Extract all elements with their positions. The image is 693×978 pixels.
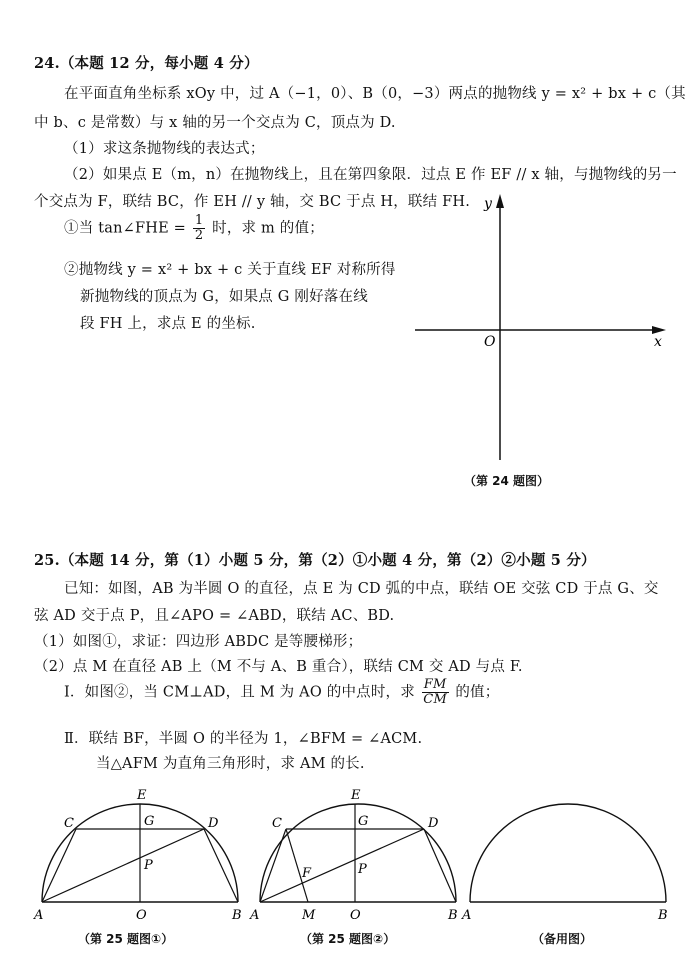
q25-line2: 弦 AD 交于点 P，且∠APO = ∠ABD，联结 AC、BD. — [34, 608, 395, 624]
fig2-chord-AC — [260, 829, 286, 902]
fig2-chord-AD — [260, 829, 424, 902]
fig1-label-D: D — [208, 816, 219, 831]
q25-sub1-denominator: CM — [423, 692, 447, 707]
fig2-label-O: O — [350, 908, 361, 923]
q24-x-arrow — [652, 326, 666, 334]
q25-part1: （1）如图①，求证：四边形 ABDC 是等腰梯形； — [34, 634, 363, 650]
q25-sub1-fraction — [422, 678, 449, 707]
q24-origin-label: O — [484, 334, 496, 350]
fig3-semicircle — [470, 804, 666, 902]
fig1-label-A: A — [34, 908, 44, 923]
q25-spare-figure — [458, 785, 678, 925]
q25-header: 25.（本题 14 分，第（1）小题 5 分，第（2）①小题 4 分，第（2）②小题 5 分） — [34, 552, 596, 569]
q24-y-arrow — [496, 194, 504, 208]
q25-sub2-line1: Ⅱ．联结 BF，半圆 O 的半径为 1，∠BFM = ∠ACM. — [64, 731, 423, 747]
q24-part2b: 个交点为 F，联结 BC，作 EH // y 轴，交 BC 于点 H，联结 FH. — [34, 194, 471, 210]
fig2-label-A: A — [250, 908, 260, 923]
q24-sub1-prefix: ①当 tan∠FHE = — [64, 220, 187, 237]
fig3-label-A: A — [462, 908, 472, 923]
q24-line2: 中 b、c 是常数）与 x 轴的另一个交点为 C，顶点为 D. — [34, 115, 396, 131]
q25-figure-1 — [30, 785, 250, 925]
fig1-label-B: B — [232, 908, 242, 923]
q24-sub1-fraction — [193, 214, 205, 243]
q25-caption-1: （第 25 题图①） — [78, 932, 174, 946]
q24-sub1-denominator: 2 — [194, 228, 204, 243]
q24-sub2-line1: ②抛物线 y = x² + bx + c 关于直线 EF 对称所得 — [64, 262, 396, 278]
q24-coordinate-figure — [410, 190, 680, 465]
fig1-label-G: G — [144, 814, 155, 829]
q24-x-label: x — [654, 334, 662, 350]
q25-sub1-numerator: FM — [423, 677, 447, 692]
q25-figure-2 — [248, 785, 468, 925]
q24-sub2-line2: 新抛物线的顶点为 G，如果点 G 刚好落在线 — [80, 289, 368, 305]
fig2-label-P: P — [358, 862, 367, 877]
q25-sub1-suffix: 的值； — [455, 684, 500, 701]
q24-sub1 — [64, 214, 324, 243]
q24-sub1-suffix: 时，求 m 的值； — [212, 220, 324, 237]
q24-sub1-numerator: 1 — [194, 213, 204, 228]
q24-part2a: （2）如果点 E（m，n）在抛物线上，且在第四象限．过点 E 作 EF // x 轴，与抛物线的另一 — [64, 167, 677, 183]
q25-caption-3: （备用图） — [532, 932, 593, 946]
fig1-label-C: C — [64, 816, 74, 831]
fig1-label-O: O — [136, 908, 147, 923]
q24-header: 24.（本题 12 分，每小题 4 分） — [34, 55, 259, 72]
fig1-chord-BD — [204, 829, 238, 902]
fig1-label-E: E — [137, 788, 147, 803]
q24-sub2-line3: 段 FH 上，求点 E 的坐标. — [80, 316, 256, 332]
fig2-label-C: C — [272, 816, 282, 831]
q24-caption: （第 24 题图） — [464, 474, 550, 488]
q25-caption-2: （第 25 题图②） — [300, 932, 396, 946]
fig1-label-P: P — [144, 858, 153, 873]
fig2-label-E: E — [351, 788, 361, 803]
fig2-label-G: G — [358, 814, 369, 829]
q25-part2: （2）点 M 在直径 AB 上（M 不与 A、B 重合），联结 CM 交 AD 与点 F. — [34, 659, 523, 675]
fig1-chord-AD — [42, 829, 204, 902]
fig2-label-M: M — [302, 908, 316, 923]
q24-part1: （1）求这条抛物线的表达式； — [64, 141, 265, 157]
q24-y-label: y — [484, 196, 492, 212]
fig2-chord-BD — [424, 829, 456, 902]
q24-line1: 在平面直角坐标系 xOy 中，过 A（−1，0）、B（0，−3）两点的抛物线 y = x² + bx + c（其 — [64, 86, 686, 102]
fig3-label-B: B — [658, 908, 668, 923]
q25-sub1-prefix: Ⅰ．如图②，当 CM⊥AD，且 M 为 AO 的中点时，求 — [64, 684, 415, 701]
fig2-label-B: B — [448, 908, 458, 923]
q25-sub1 — [64, 678, 499, 707]
fig2-label-F: F — [302, 866, 312, 881]
fig2-label-D: D — [428, 816, 439, 831]
fig1-chord-AC — [42, 829, 76, 902]
q25-line1: 已知：如图，AB 为半圆 O 的直径，点 E 为 CD 弧的中点，联结 OE 交弦 CD 于点 G、交 — [64, 581, 659, 597]
q25-sub2-line2: 当△AFM 为直角三角形时，求 AM 的长. — [96, 756, 365, 772]
